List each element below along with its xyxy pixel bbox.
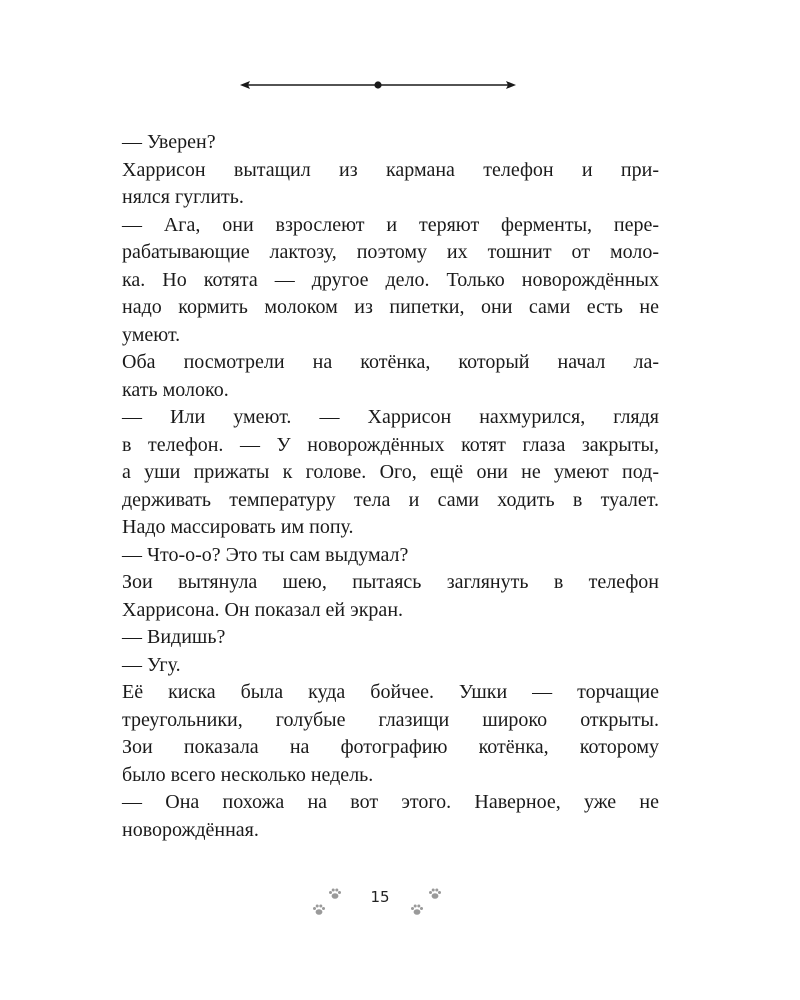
text-line: Оба посмотрели на котёнка, который начал ла-: [122, 351, 659, 373]
text-line: Надо массировать им попу.: [122, 516, 354, 538]
text-line: треугольники, голубые глазищи широко открыты.: [122, 708, 659, 731]
paw-print-icon: [428, 888, 442, 900]
text-line: держивать температуру тела и сами ходить в туалет.: [122, 488, 659, 511]
text-line: — Ага, они взрослеют и теряют ферменты, пере-: [122, 213, 659, 236]
text-line: было всего несколько недель.: [122, 763, 374, 786]
text-line: умеют.: [122, 323, 181, 346]
text-line: новорождённая.: [122, 818, 259, 841]
text-line: кать молоко.: [122, 378, 229, 401]
text-line: — Она похожа на вот этого. Наверное, уже не: [122, 791, 659, 813]
text-line: ка. Но котята — другое дело. Только новорождённых: [122, 268, 659, 291]
text-line: Её киска была куда бойчее. Ушки — торчащие: [122, 681, 659, 703]
paw-print-icon: [312, 904, 326, 916]
text-line: надо кормить молоком из пипетки, они сами есть не: [122, 296, 659, 318]
paw-print-icon: [410, 904, 424, 916]
text-line: — Уверен?: [122, 131, 216, 153]
text-line: нялся гуглить.: [122, 186, 244, 208]
paw-print-icon: [328, 888, 342, 900]
page-footer: [300, 884, 460, 920]
text-line: — Угу.: [122, 653, 181, 676]
text-line: рабатывающие лактозу, поэтому их тошнит от моло-: [122, 241, 659, 263]
text-line: — Что-о-о? Это ты сам выдумал?: [122, 543, 409, 566]
text-line: Харрисон вытащил из кармана телефон и при-: [122, 158, 659, 181]
text-line: — Или умеют. — Харрисон нахмурился, глядя: [122, 406, 659, 428]
ornament-divider: [240, 78, 516, 92]
text-line: а уши прижаты к голове. Ого, ещё они не умеют под-: [122, 461, 659, 483]
text-line: Харрисона. Он показал ей экран.: [122, 598, 404, 621]
text-line: Зои вытянула шею, пытаясь заглянуть в телефон: [122, 571, 659, 593]
text-line: в телефон. — У новорождённых котят глаза закрыты,: [122, 433, 659, 456]
text-line: — Видишь?: [122, 626, 226, 648]
page-text: [122, 129, 659, 844]
text-line: Зои показала на фотографию котёнка, которому: [122, 736, 659, 758]
page-number: 15: [370, 888, 390, 906]
